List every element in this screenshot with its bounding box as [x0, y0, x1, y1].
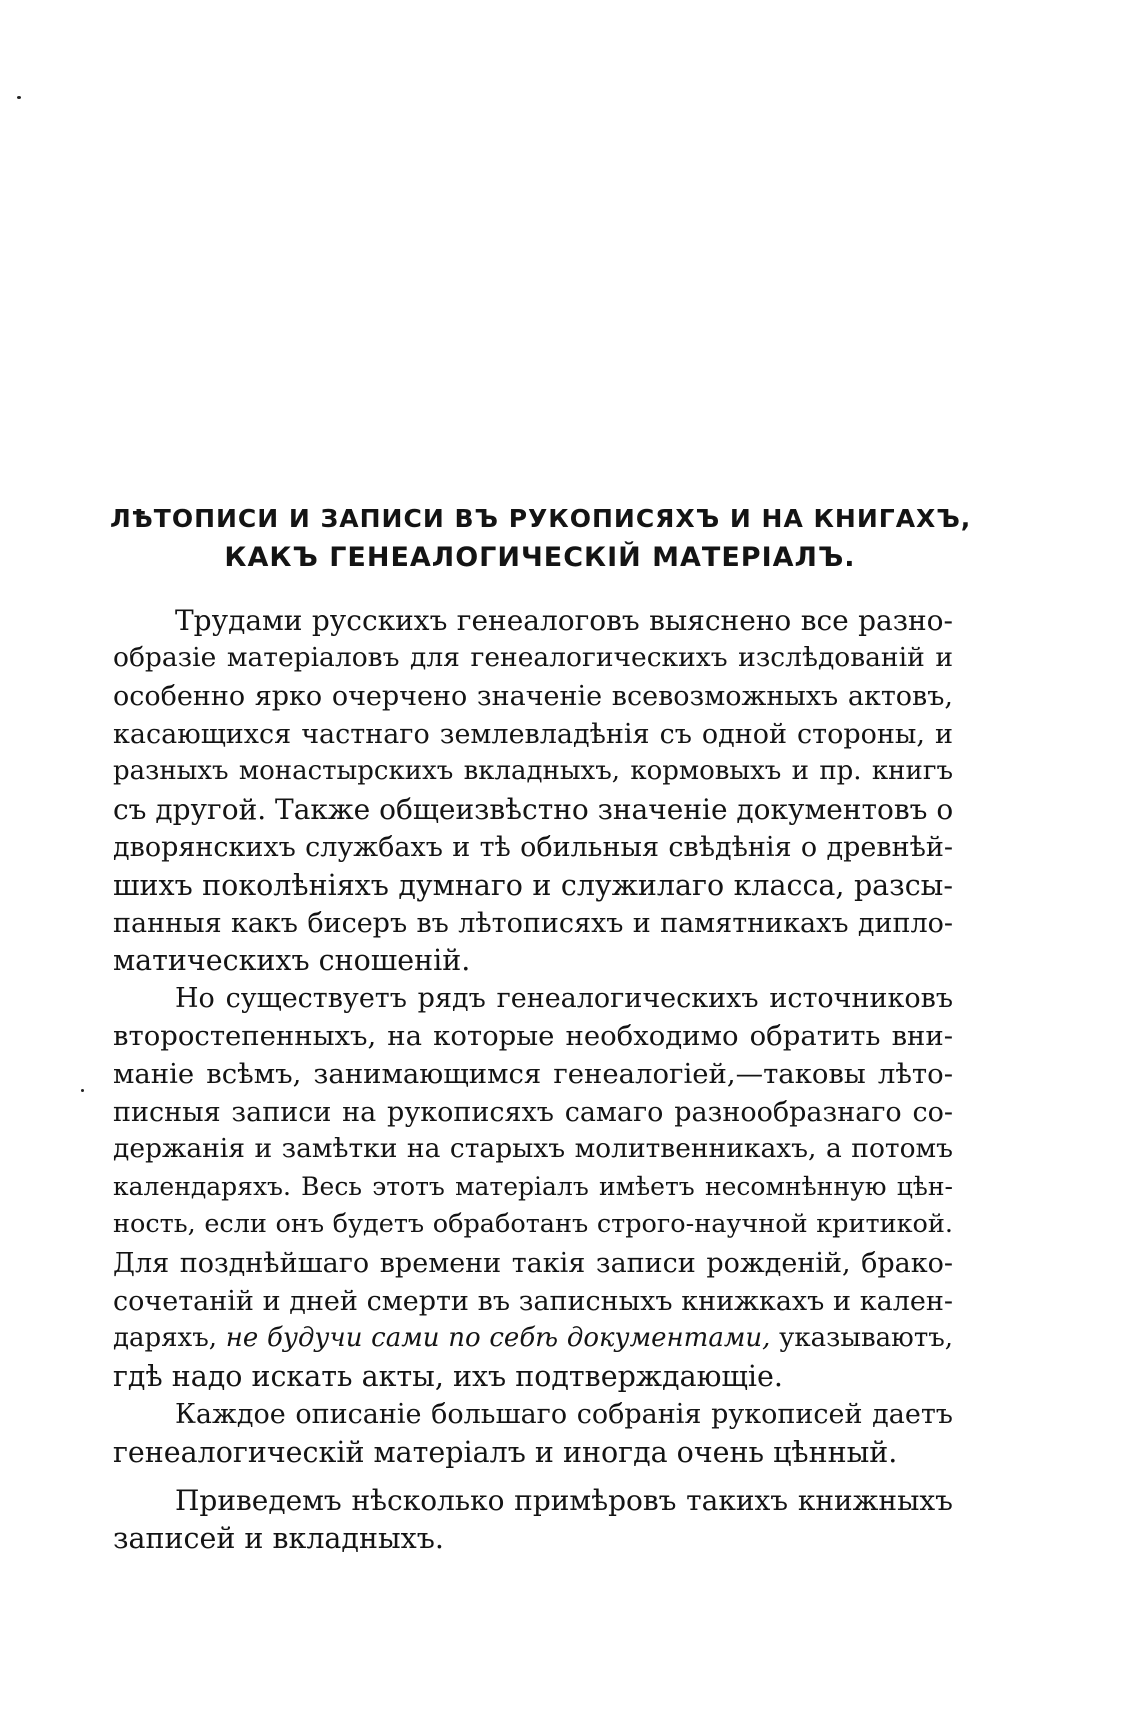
text-line: панныя какъ бисеръ въ лѣтописяхъ и памятникахъ дипло-: [113, 908, 953, 939]
text-line: держанія и замѣтки на старыхъ молитвенникахъ, а потомъ: [113, 1133, 953, 1164]
text-line-with-italic: [113, 1325, 953, 1351]
text-line: разныхъ монастырскихъ вкладныхъ, кормовыхъ и пр. книгъ: [113, 756, 953, 786]
text-line: Приведемъ нѣсколько примѣровъ такихъ книжныхъ: [175, 1484, 953, 1517]
text-segment: указываютъ,: [779, 1323, 954, 1353]
text-line: календаряхъ. Весь этотъ матеріалъ имѣетъ несомнѣнную цѣн-: [113, 1172, 953, 1201]
text-line: гдѣ надо искать акты, ихъ подтверждающіе.: [113, 1360, 783, 1393]
text-line: сочетаній и дней смерти въ записныхъ книжкахъ и кален-: [113, 1286, 953, 1317]
scan-speck: [81, 1089, 84, 1092]
chapter-title-line-1: ЛѢТОПИСИ И ЗАПИСИ ВЪ РУКОПИСЯХЪ И НА КНИГАХЪ,: [110, 504, 972, 533]
text-line: касающихся частнаго землевладѣнія съ одной стороны, и: [113, 719, 953, 750]
text-line: Для позднѣйшаго времени такія записи рожденій, брако-: [113, 1248, 953, 1279]
text-segment: даряхъ,: [113, 1323, 218, 1353]
text-line: Трудами русскихъ генеалоговъ выяснено все разно-: [175, 604, 953, 637]
text-line: писныя записи на рукописяхъ самаго разнообразнаго со-: [113, 1097, 953, 1128]
text-line: ность, если онъ будетъ обработанъ строго-научной критикой.: [113, 1209, 953, 1239]
text-line: особенно ярко очерчено значеніе всевозможныхъ актовъ,: [113, 681, 953, 712]
scan-speck: [17, 96, 21, 99]
text-line: съ другой. Также общеизвѣстно значеніе документовъ о: [113, 793, 954, 826]
text-line: дворянскихъ службахъ и тѣ обильныя свѣдѣнія о древнѣй-: [113, 832, 953, 863]
text-line: образіе матеріаловъ для генеалогическихъ изслѣдованій и: [113, 642, 953, 673]
text-line: записей и вкладныхъ.: [113, 1522, 444, 1555]
text-line: Но существуетъ рядъ генеалогическихъ источниковъ: [175, 983, 953, 1014]
text-line: маніе всѣмъ, занимающимся генеалогіей,—таковы лѣто-: [113, 1058, 953, 1090]
text-line: матическихъ сношеній.: [113, 944, 471, 977]
italic-phrase: не будучи сами по себѣ документами,: [225, 1323, 771, 1353]
text-line: генеалогическій матеріалъ и иногда очень цѣнный.: [113, 1436, 898, 1469]
chapter-title-line-2: КАКЪ ГЕНЕАЛОГИЧЕСКІЙ МАТЕРІАЛЪ.: [224, 542, 856, 573]
text-line: второстепенныхъ, на которые необходимо обратить вни-: [113, 1020, 953, 1052]
text-line: шихъ поколѣніяхъ думнаго и служилаго класса, разсы-: [113, 869, 953, 902]
text-line: Каждое описаніе большаго собранія рукописей даетъ: [175, 1399, 953, 1430]
